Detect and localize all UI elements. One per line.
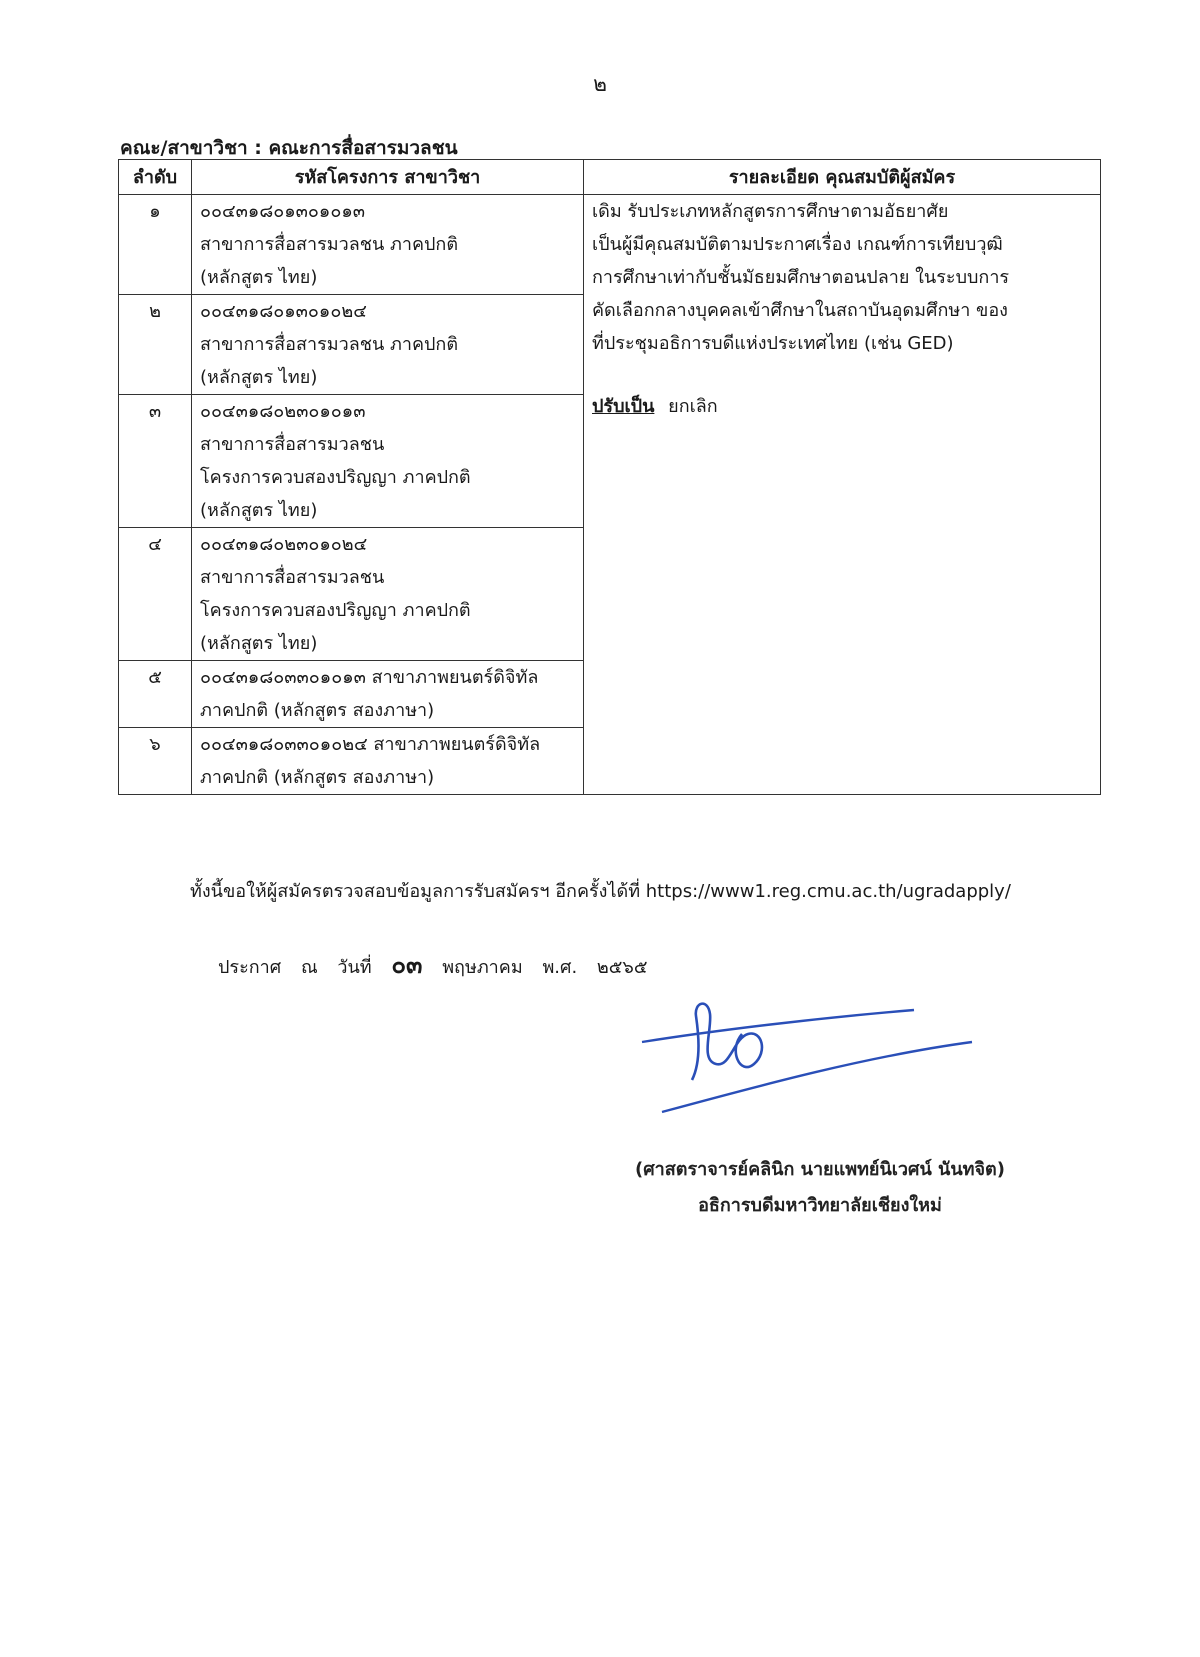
table-row	[119, 195, 1101, 295]
program-track: โครงการควบสองปริญญา ภาคปกติ	[200, 600, 471, 621]
announce-era: พ.ศ.	[542, 957, 578, 978]
program-curriculum: ภาคปกติ (หลักสูตร สองภาษา)	[200, 700, 435, 721]
program-name: สาขาการสื่อสารมวลชน	[200, 434, 385, 455]
header-detail: รายละเอียด คุณสมบัติผู้สมัคร	[584, 160, 1101, 195]
footer-note: ทั้งนี้ขอให้ผู้สมัครตรวจสอบข้อมูลการรับสมัครฯ อีกครั้งได้ที่ https://www1.reg.cmu.ac.th/ugradapply/	[190, 881, 1011, 902]
page-number: ๒	[593, 72, 607, 96]
announce-month: พฤษภาคม	[442, 957, 523, 978]
signer-title: อธิการบดีมหาวิทยาลัยเชียงใหม่	[698, 1195, 942, 1216]
detail-original-line: คัดเลือกกลางบุคคลเข้าศึกษาในสถาบันอุดมศึกษา ของ	[592, 300, 1008, 321]
program-curriculum: (หลักสูตร ไทย)	[200, 633, 318, 654]
signature-icon	[638, 990, 978, 1120]
row-order: ๓	[119, 395, 192, 528]
announce-prefix: ประกาศ	[218, 957, 282, 978]
program-curriculum: (หลักสูตร ไทย)	[200, 267, 318, 288]
announce-year: ๒๕๖๕	[596, 957, 648, 978]
row-order: ๑	[119, 195, 192, 295]
program-name: สาขาการสื่อสารมวลชน	[200, 567, 385, 588]
row-program	[192, 528, 584, 661]
program-code: ๐๐๔๓๑๘๐๒๓๐๑๐๒๔	[200, 534, 368, 555]
signer-block	[590, 1152, 1050, 1224]
row-program	[192, 195, 584, 295]
header-program: รหัสโครงการ สาขาวิชา	[192, 160, 584, 195]
announce-day: ๐๓	[391, 951, 423, 979]
row-program	[192, 395, 584, 528]
row-order: ๒	[119, 295, 192, 395]
program-code: ๐๐๔๓๑๘๐๒๓๐๑๐๑๓	[200, 401, 366, 422]
row-program	[192, 661, 584, 728]
row-program	[192, 728, 584, 795]
row-program	[192, 295, 584, 395]
announce-at: ณ	[300, 957, 318, 978]
row-order: ๕	[119, 661, 192, 728]
program-code: ๐๐๔๓๑๘๐๑๓๐๑๐๑๓	[200, 201, 366, 222]
program-name: สาขาการสื่อสารมวลชน ภาคปกติ	[200, 234, 459, 255]
header-order: ลำดับ	[119, 160, 192, 195]
signer-name: (ศาสตราจารย์คลินิก นายแพทย์นิเวศน์ นันทจิต)	[635, 1159, 1005, 1180]
program-code: ๐๐๔๓๑๘๐๑๓๐๑๐๒๔	[200, 301, 367, 322]
program-track: โครงการควบสองปริญญา ภาคปกติ	[200, 467, 471, 488]
qualification-detail	[584, 195, 1101, 795]
detail-original-line: เป็นผู้มีคุณสมบัติตามประกาศเรื่อง เกณฑ์การเทียบวุฒิ	[592, 234, 1003, 255]
detail-revised	[592, 390, 1092, 423]
program-code-name: ๐๐๔๓๑๘๐๓๓๐๑๐๒๔ สาขาภาพยนตร์ดิจิทัล	[200, 734, 541, 755]
announce-day-label: วันที่	[337, 957, 372, 978]
row-order: ๖	[119, 728, 192, 795]
detail-original-line: ที่ประชุมอธิการบดีแห่งประเทศไทย (เช่น GED)	[592, 333, 954, 354]
detail-original-line: เดิม รับประเภทหลักสูตรการศึกษาตามอัธยาศัย	[592, 201, 949, 222]
program-name: สาขาการสื่อสารมวลชน ภาคปกติ	[200, 334, 459, 355]
program-code-name: ๐๐๔๓๑๘๐๓๓๐๑๐๑๓ สาขาภาพยนตร์ดิจิทัล	[200, 667, 539, 688]
row-order: ๔	[119, 528, 192, 661]
program-curriculum: (หลักสูตร ไทย)	[200, 367, 318, 388]
announcement-date	[218, 945, 661, 984]
revised-label: ปรับเป็น	[592, 396, 655, 417]
program-table	[118, 159, 1101, 795]
table-header-row	[119, 160, 1101, 195]
program-curriculum: (หลักสูตร ไทย)	[200, 500, 318, 521]
faculty-heading: คณะ/สาขาวิชา : คณะการสื่อสารมวลชน	[120, 137, 458, 159]
revised-value: ยกเลิก	[668, 396, 718, 417]
program-curriculum: ภาคปกติ (หลักสูตร สองภาษา)	[200, 767, 435, 788]
detail-original-line: การศึกษาเท่ากับชั้นมัธยมศึกษาตอนปลาย ในระบบการ	[592, 267, 1010, 288]
